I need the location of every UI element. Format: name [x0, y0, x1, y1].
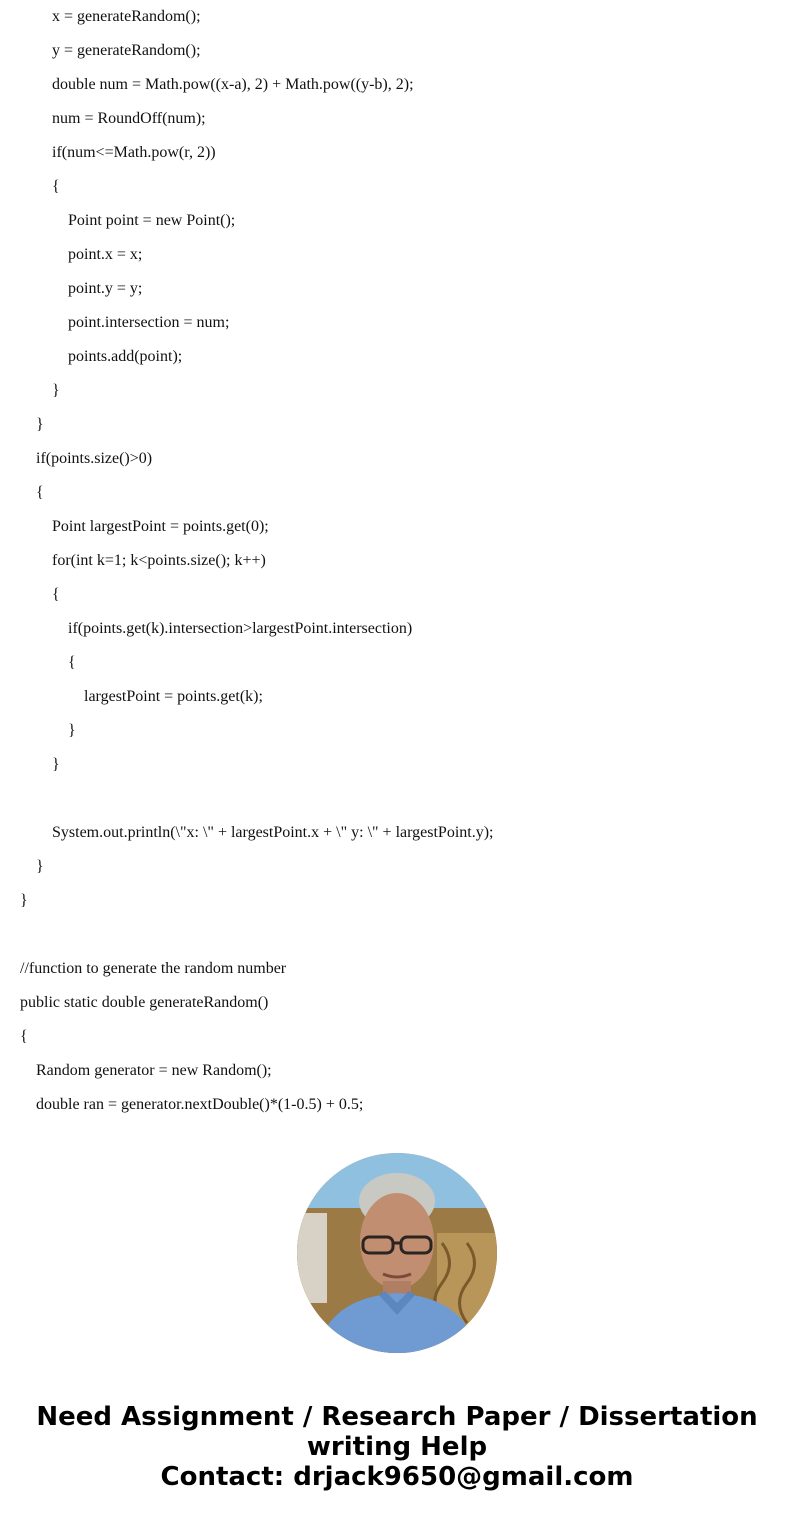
contact-email: Contact: drjack9650@gmail.com — [160, 1462, 634, 1492]
code-line: { — [52, 586, 60, 603]
code-line: { — [20, 1028, 28, 1045]
code-line: //function to generate the random number — [20, 960, 287, 977]
code-line: System.out.println(\"x: \" + largestPoint.x + \" y: \" + largestPoint.y); — [52, 824, 494, 841]
code-line: } — [52, 382, 60, 399]
code-line: y = generateRandom(); — [52, 42, 201, 59]
code-line: if(points.get(k).intersection>largestPoint.intersection) — [68, 620, 413, 637]
code-line: } — [36, 858, 44, 875]
code-line: double num = Math.pow((x-a), 2) + Math.pow((y-b), 2); — [52, 76, 414, 93]
code-line: x = generateRandom(); — [52, 8, 201, 25]
code-line: } — [20, 892, 28, 909]
code-line: { — [52, 178, 60, 195]
code-line: for(int k=1; k<points.size(); k++) — [52, 552, 266, 569]
code-line: point.y = y; — [68, 280, 143, 297]
footer-subheadline: writing Help — [306, 1432, 488, 1462]
code-line: if(num<=Math.pow(r, 2)) — [52, 144, 216, 161]
footer-headline: Need Assignment / Research Paper / Dissertation — [36, 1402, 758, 1432]
avatar — [297, 1153, 497, 1353]
code-line: num = RoundOff(num); — [52, 110, 206, 127]
code-line: point.x = x; — [68, 246, 143, 263]
code-line: largestPoint = points.get(k); — [84, 688, 263, 705]
code-line: point.intersection = num; — [68, 314, 230, 331]
code-line: double ran = generator.nextDouble()*(1-0.5) + 0.5; — [36, 1096, 364, 1113]
code-line: Random generator = new Random(); — [36, 1062, 272, 1079]
code-line: Point point = new Point(); — [68, 212, 236, 229]
code-line: if(points.size()>0) — [36, 450, 153, 467]
code-line: } — [68, 722, 76, 739]
person-photo-icon — [297, 1153, 497, 1353]
code-line: } — [36, 416, 44, 433]
footer-contact — [0, 1402, 794, 1492]
code-line: { — [36, 484, 44, 501]
code-line: points.add(point); — [68, 348, 183, 365]
code-line: { — [68, 654, 76, 671]
code-line: } — [52, 756, 60, 773]
code-line: Point largestPoint = points.get(0); — [52, 518, 269, 535]
code-line: public static double generateRandom() — [20, 994, 269, 1011]
